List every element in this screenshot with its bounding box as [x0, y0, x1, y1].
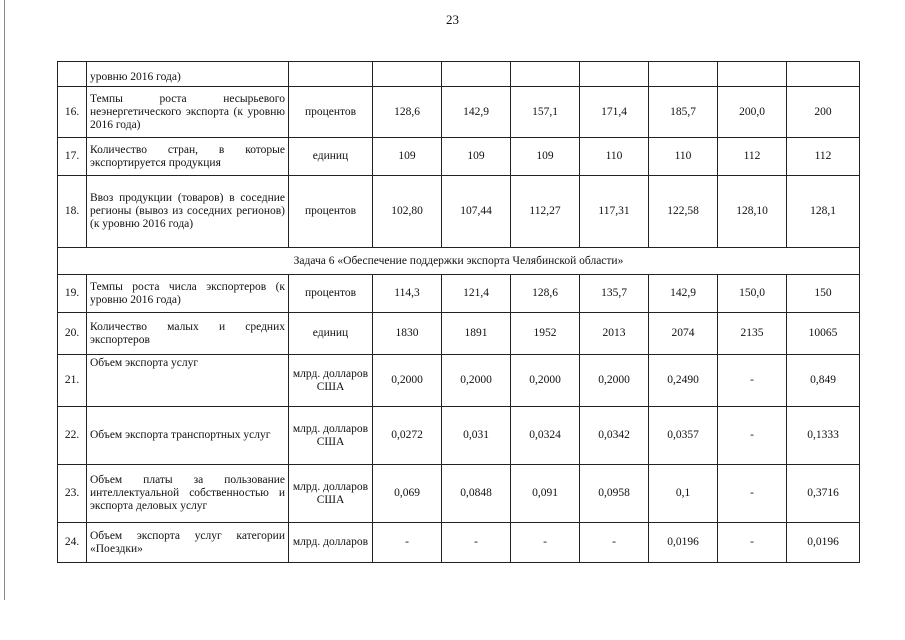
value-cell: 142,9: [649, 275, 718, 313]
value-cell: 0,0196: [649, 523, 718, 563]
unit-cell: млрд. долларов США: [289, 465, 373, 523]
page-number: 23: [446, 12, 459, 27]
value-cell: 200,0: [718, 87, 787, 138]
value-cell: 128,6: [511, 275, 580, 313]
value-cell: 128,6: [373, 87, 442, 138]
unit-cell: единиц: [289, 138, 373, 176]
row-number: 16.: [58, 87, 87, 138]
row-number: 24.: [58, 523, 87, 563]
value-cell: -: [442, 523, 511, 563]
row-number: 18.: [58, 176, 87, 248]
value-cell: -: [718, 465, 787, 523]
value-cell: -: [511, 523, 580, 563]
value-cell: 0,0848: [442, 465, 511, 523]
table-row: [58, 465, 860, 523]
indicator-name: Темпы роста несырьевого неэнергетического экспорта (к уровню 2016 года): [87, 87, 289, 138]
value-cell: 110: [580, 138, 649, 176]
value-cell: 0,849: [787, 355, 860, 407]
row-number: 23.: [58, 465, 87, 523]
value-cell: 117,31: [580, 176, 649, 248]
value-cell: 1952: [511, 313, 580, 355]
value-cell: 2013: [580, 313, 649, 355]
value-cell: -: [718, 355, 787, 407]
task-row: [58, 248, 860, 275]
value-cell: 0,0342: [580, 407, 649, 465]
table-row: [58, 313, 860, 355]
table-row: [58, 523, 860, 563]
value-cell: 112: [718, 138, 787, 176]
indicator-name: Темпы роста числа экспортеров (к уровню 2016 года): [87, 275, 289, 313]
table-row: [58, 138, 860, 176]
value-cell: 150,0: [718, 275, 787, 313]
value-cell: 0,2000: [580, 355, 649, 407]
value-cell: 0,1: [649, 465, 718, 523]
value-cell: [649, 62, 718, 87]
table-row: [58, 407, 860, 465]
value-cell: -: [718, 523, 787, 563]
value-cell: 0,3716: [787, 465, 860, 523]
value-cell: 122,58: [649, 176, 718, 248]
unit-cell: единиц: [289, 313, 373, 355]
unit-cell: млрд. долларов США: [289, 355, 373, 407]
value-cell: -: [373, 523, 442, 563]
value-cell: 102,80: [373, 176, 442, 248]
value-cell: 135,7: [580, 275, 649, 313]
value-cell: 0,0272: [373, 407, 442, 465]
indicator-name: Объем платы за пользование интеллектуальной собственностью и экспорта деловых услуг: [87, 465, 289, 523]
value-cell: 109: [511, 138, 580, 176]
value-cell: 112: [787, 138, 860, 176]
indicator-name: уровню 2016 года): [87, 62, 289, 87]
row-number: [58, 62, 87, 87]
table-row: [58, 87, 860, 138]
value-cell: 0,2000: [511, 355, 580, 407]
value-cell: 0,0196: [787, 523, 860, 563]
value-cell: 171,4: [580, 87, 649, 138]
table-row: [58, 355, 860, 407]
value-cell: [373, 62, 442, 87]
value-cell: 157,1: [511, 87, 580, 138]
value-cell: 1891: [442, 313, 511, 355]
unit-cell: млрд. долларов: [289, 523, 373, 563]
value-cell: [580, 62, 649, 87]
indicators-table: [57, 61, 860, 563]
value-cell: 10065: [787, 313, 860, 355]
value-cell: 2074: [649, 313, 718, 355]
value-cell: [442, 62, 511, 87]
row-number: 22.: [58, 407, 87, 465]
value-cell: 2135: [718, 313, 787, 355]
unit-cell: млрд. долларов США: [289, 407, 373, 465]
indicator-name: Количество малых и средних экспортеров: [87, 313, 289, 355]
row-number: 17.: [58, 138, 87, 176]
value-cell: 0,0357: [649, 407, 718, 465]
table-row: [58, 275, 860, 313]
row-number: 21.: [58, 355, 87, 407]
value-cell: 110: [649, 138, 718, 176]
value-cell: 109: [373, 138, 442, 176]
indicator-name: Объем экспорта транспортных услуг: [87, 407, 289, 465]
value-cell: -: [718, 407, 787, 465]
row-number: 20.: [58, 313, 87, 355]
unit-cell: процентов: [289, 275, 373, 313]
page-left-rule: [4, 0, 5, 600]
value-cell: 0,091: [511, 465, 580, 523]
value-cell: 185,7: [649, 87, 718, 138]
value-cell: 0,0958: [580, 465, 649, 523]
indicator-name: Ввоз продукции (товаров) в соседние регионы (вывоз из соседних регионов) (к уровню 2016 года): [87, 176, 289, 248]
unit-cell: процентов: [289, 87, 373, 138]
value-cell: 142,9: [442, 87, 511, 138]
table-row: [58, 176, 860, 248]
value-cell: 150: [787, 275, 860, 313]
value-cell: 0,2000: [442, 355, 511, 407]
value-cell: [718, 62, 787, 87]
value-cell: 1830: [373, 313, 442, 355]
value-cell: 121,4: [442, 275, 511, 313]
value-cell: -: [580, 523, 649, 563]
value-cell: 200: [787, 87, 860, 138]
value-cell: 109: [442, 138, 511, 176]
indicator-name: Объем экспорта услуг категории «Поездки»: [87, 523, 289, 563]
table-row-continued: [58, 62, 860, 87]
value-cell: 112,27: [511, 176, 580, 248]
row-number: 19.: [58, 275, 87, 313]
value-cell: 107,44: [442, 176, 511, 248]
value-cell: 0,031: [442, 407, 511, 465]
value-cell: [511, 62, 580, 87]
value-cell: 114,3: [373, 275, 442, 313]
indicator-name: Объем экспорта услуг: [87, 355, 289, 407]
unit-cell: [289, 62, 373, 87]
value-cell: 0,069: [373, 465, 442, 523]
value-cell: 0,2490: [649, 355, 718, 407]
indicator-name: Количество стран, в которые экспортируется продукция: [87, 138, 289, 176]
task-heading: Задача 6 «Обеспечение поддержки экспорта Челябинской области»: [58, 248, 860, 275]
unit-cell: процентов: [289, 176, 373, 248]
value-cell: [787, 62, 860, 87]
value-cell: 0,0324: [511, 407, 580, 465]
value-cell: 0,1333: [787, 407, 860, 465]
value-cell: 0,2000: [373, 355, 442, 407]
value-cell: 128,10: [718, 176, 787, 248]
value-cell: 128,1: [787, 176, 860, 248]
